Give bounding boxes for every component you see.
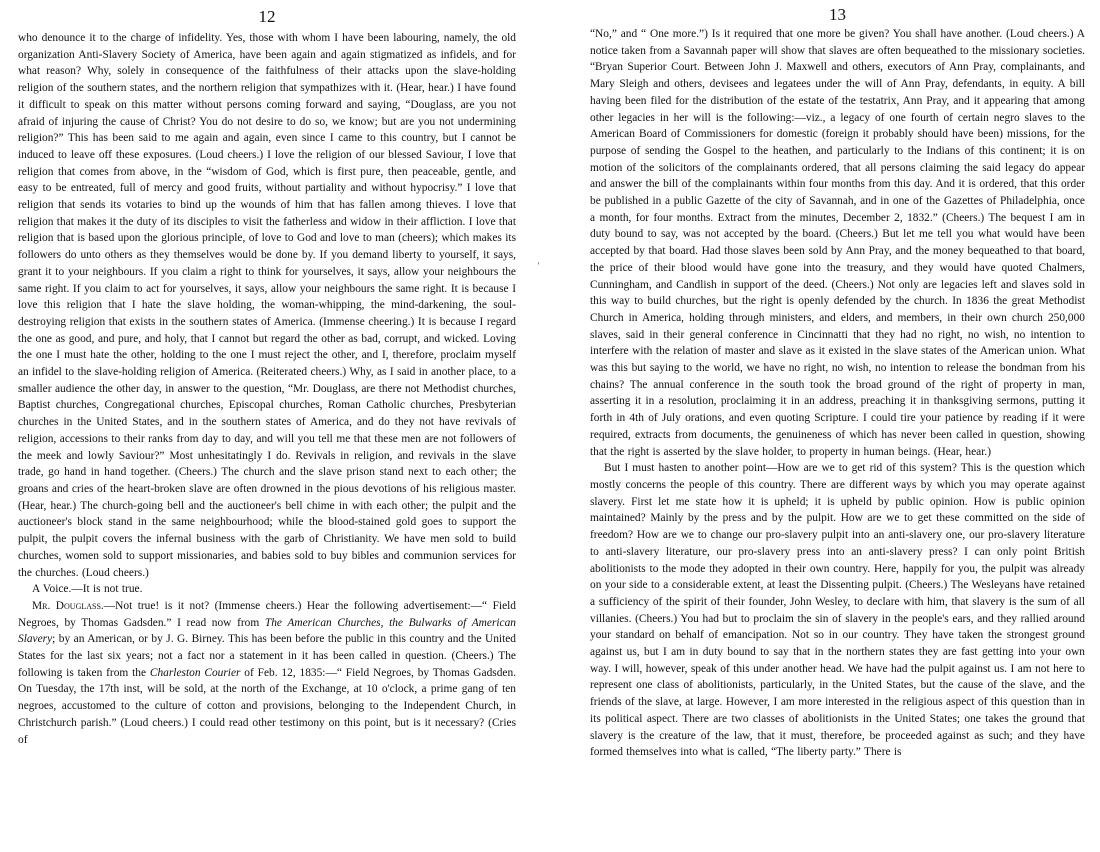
- page-number-right: 13: [829, 5, 846, 24]
- right-page: [590, 0, 1085, 852]
- speaker-name: Mr. Douglass.: [32, 599, 104, 612]
- book-title: The American Churches, the Bulwarks of American Slavery: [18, 616, 516, 646]
- paragraph-text: —Not true! is it not? (Immense cheers.) Hear the following advertisement:—“ Field Negroes, by Thomas Gadsden.” I read now from: [18, 599, 516, 629]
- right-page-body: [590, 26, 1085, 761]
- paragraph: But I must hasten to another point—How are we to get rid of this system? This is the question which mostly concerns the people of this country. There are different ways by which you may operate against slavery. First let me state how it is upheld; it is upheld by public opinion. How is public opinion maintained? Mainly by the press and by the pulpit. How are we to get these committed on the side of freedom? How are we to change our pro-slavery pulpit into an anti-slavery one, our pro-slavery literature to anti-slavery literature, our pro-slavery press into an anti-slavery press? I can only point British abolitionists to the mode they adopted in their own country. Here, happily for you, the pulpit was already on your side to a considerable extent, at least the Dissenting pulpit. (Cheers.) The Wesleyans have retained a sufficiency of the spirit of their founder, John Wesley, to declare with him, that slavery is the sum of all villanies. (Cheers.) You had but to proclaim the sin of slavery in the people's ears, and they rallied around your standard on behalf of emancipation. Not so in our country. They have taken the strongest ground against us, but I am in duty bound to say that in the northern states they are fast getting into your own way. I will, however, speak of this under another head. We have had the pulpit against us. I am not here to represent one class of abolitionists, particularly, in the United States, but the cause of the slave, and the friends of the slave, at large. However, I am more interested in the religious aspect of this question than in its political aspect. There are two classes of abolitionists in the United States; one takes the ground that slavery is the creature of the law, that it must, therefore, be proceeded against as such; and they have formed themselves into what is called, “The liberty party.” There is: [590, 462, 1085, 759]
- page-number-left: 12: [258, 7, 276, 26]
- paragraph-text: of Feb. 12, 1835:—“ Field Negroes, by Thomas Gadsden. On Tuesday, the 17th inst, will be sold, at the north of the Exchange, at 10 o'clock, a prime gang of ten negroes, accustomed to the culture of cotton and provisions, belonging to the Independent Church, in Christchurch parish.” (Loud cheers.) I could read other testimony on this point, but is it necessary? (Cries of: [18, 666, 516, 746]
- left-page: [18, 0, 516, 852]
- paragraph: [18, 598, 516, 748]
- newspaper-title: Charleston Courier: [149, 666, 241, 679]
- paragraph: A Voice.—It is not true.: [32, 583, 143, 596]
- left-page-body: [18, 30, 516, 748]
- paragraph: “No,” and “ One more.”) Is it required that one more be given? You shall have another. (Loud cheers.) A notice taken from a Savannah paper will show that slaves are often bequeathed to the missionary societies. “Bryan Superior Court. Between John J. Maxwell and others, executors of Ann Pray, complainants, and Mary Sleigh and others, devisees and legatees under the will of Ann Pray, defendants, in equity. A bill having been filed for the distribution of the estate of the testatrix, Ann Pray, and it appearing that among other legacies in her will is the following:—viz., a legacy of one fourth of certain negro slaves to the American Board of Commissioners for domestic (foreign it probably should have been) missions, for the purpose of sending the Gospel to the heathen, and particularly to the Indians of this continent; it is on motion of the solicitors of the complainants ordered, that all persons claiming the said legacy do appear and answer the bill of the complainants within four months from this day. And it is ordered, that this order be published in a public Gazette of the city of Savannah, and in one of the Gazettes of Philadelphia, once a month, for four months. Extract from the minutes, December 2, 1832.” (Cheers.) The bequest I am in duty bound to say, was not accepted by the board. (Cheers.) But let me tell you what would have been accepted by that board. Had those slaves been sold by Ann Pray, and the money bequeathed to that board, the price of their blood would have gone into the treasury, and they would have quoted Chalmers, Cunningham, and Candlish in support of the deed. (Cheers.) Not only are legacies left and slaves sold in this way to build churches, but the right is openly defended by the church. In 1836 the great Methodist Church in America, holding through ministers, and elders, and members, in their own church 250,000 slaves, said in their general conference in Cincinnatti that they had no right, no wish, no intention to interfere with the relation of master and slave as it existed in the slave states of the American union. What was this but saying to the world, we have no right, no wish, no intention to release the bondman from his chains? The annual conference in the south took the broad ground of the right of property in man, asserting it in a resolution, proclaiming it in an address, preaching it in thanksgiving sermons, putting it forth in 4th of July orations, and even quoting Scripture. I could tire your patience by reading if it were required, extracts from documents, the genuineness of which has never been called in question, showing that the right is asserted by the slave holder, to property in human beings. (Hear, hear.): [590, 28, 1085, 458]
- paragraph-text: ; by an American, or by J. G. Birney. This has been before the public in this country and the United States for the last six years; not a fact nor a statement in it has been called in question. (Cheers.) The following is taken from the: [18, 633, 516, 679]
- gutter-mark: ˈ: [537, 262, 540, 273]
- paragraph: who denounce it to the charge of infidelity. Yes, those with whom I have been labouring, namely, the old organization Anti-Slavery Society of America, have been again and again stigmatized as infidels, and for what reason? Why, solely in consequence of the faithfulness of their attacks upon the slave-holding religion of the southern states, and the northern religion that sympathizes with it. (Hear, hear.) I have found it difficult to speak on this matter without persons coming forward and saying, “Douglass, are you not afraid of injuring the cause of Christ? You do not desire to do so, we know; but are you not undermining religion?” This has been said to me again and again, even since I came to this country, but I cannot be induced to leave off these exposures. (Loud cheers.) I love the religion of our blessed Saviour, I love that religion that comes from above, in the “wisdom of God, which is first pure, then peaceable, gentle, and easy to be entreated, full of mercy and good fruits, without partiality and without hypocrisy.” I love that religion that sends its votaries to bind up the wounds of him that has fallen among thieves. I love that religion that makes it the duty of its disciples to visit the fatherless and widow in their affliction. I love that religion that is based upon the glorious principle, of love to God and love to man (cheers); which makes its followers do unto others as they themselves would be done by. If you demand liberty to yourself, it says, grant it to your neighbours. If you claim a right to think for yourselves, it says, allow your neighbours the same right. If you claim to act for yourselves, it says, allow your neighbours the same right. It is because I love this religion that I hate the slave holding, the woman-whipping, the mind-darkening, the soul-destroying religion that exists in the southern states of America. (Immense cheering.) It is because I regard the one as good, and pure, and holy, that I cannot but regard the other as bad, corrupt, and wicked. Loving the one I must hate the other, holding to the one I must reject the other, and I, therefore, proclaim myself an infidel to the slave-holding religion of America. (Reiterated cheers.) Why, as I said in another place, to a smaller audience the other day, in answer to the question, “Mr. Douglass, are there not Methodist churches, Baptist churches, Congregational churches, Episcopal churches, Roman Catholic churches, Presbyterian churches in the United States, and in the southern states of America, and do they not have revivals of religion, accessions to their ranks from day to day, and will you tell me that these men are not followers of the meek and lowly Saviour?” Most unhesitatingly I do. Revivals in religion, and revivals in the slave trade, go hand in hand together. (Cheers.) The church and the slave prison stand next to each other; the groans and cries of the heart-broken slave are often drowned in the pious devotions of his religious master. (Hear, hear.) The church-going bell and the auctioneer's bell chime in with each other; the pulpit and the auctioneer's block stand in the same neighbourhood; while the blood-stained gold goes to support the pulpit, the pulpit covers the infernal business with the garb of Christianity. We have men sold to build churches, women sold to support missionaries, and babies sold to buy bibles and communion services for the churches. (Loud cheers.): [18, 32, 516, 579]
